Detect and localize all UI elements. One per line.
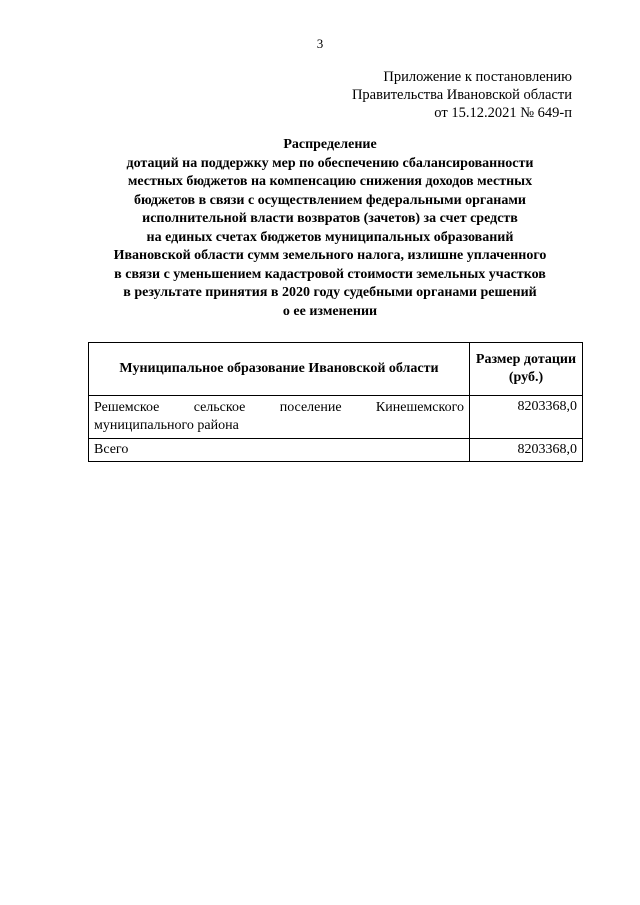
title-line: Ивановской области сумм земельного налога, излишне уплаченного	[113, 248, 547, 263]
table-total-row	[89, 439, 583, 462]
title-line: в результате принятия в 2020 году судебными органами решений	[123, 285, 537, 300]
appendix-line: Правительства Ивановской области	[351, 87, 572, 103]
title-line: бюджетов в связи с осуществлением федеральными органами	[134, 192, 526, 208]
table-row	[89, 396, 583, 439]
header-municipality: Муниципальное образование Ивановской области	[89, 343, 470, 396]
title-line: в связи с уменьшением кадастровой стоимости земельных участков	[114, 266, 546, 282]
header-amount: Размер дотации (руб.)	[470, 343, 583, 396]
title-line: местных бюджетов на компенсацию снижения доходов местных	[127, 174, 533, 189]
appendix-line: Приложение к постановлению	[383, 69, 572, 85]
appendix-line: от 15.12.2021 № 649-п	[434, 105, 572, 121]
title-line: дотаций на поддержку мер по обеспечению сбалансированности	[126, 155, 534, 171]
cell-municipality: Решемское сельское поселение Кинешемского муниципального района	[89, 396, 470, 439]
cell-total-label: Всего	[89, 439, 470, 462]
appendix-header	[352, 68, 572, 122]
title-line: на единых счетах бюджетов муниципальных образований	[146, 229, 514, 245]
page-number: 3	[316, 36, 324, 51]
title-line: о ее изменении	[282, 303, 378, 319]
table-header-row	[89, 343, 583, 396]
cell-amount: 8203368,0	[470, 396, 583, 439]
title-heading: Распределение	[283, 137, 377, 152]
document-title	[60, 136, 600, 321]
cell-total-amount: 8203368,0	[470, 439, 583, 462]
title-line: исполнительной власти возвратов (зачетов) за счет средств	[142, 211, 518, 226]
grants-table	[88, 342, 583, 462]
